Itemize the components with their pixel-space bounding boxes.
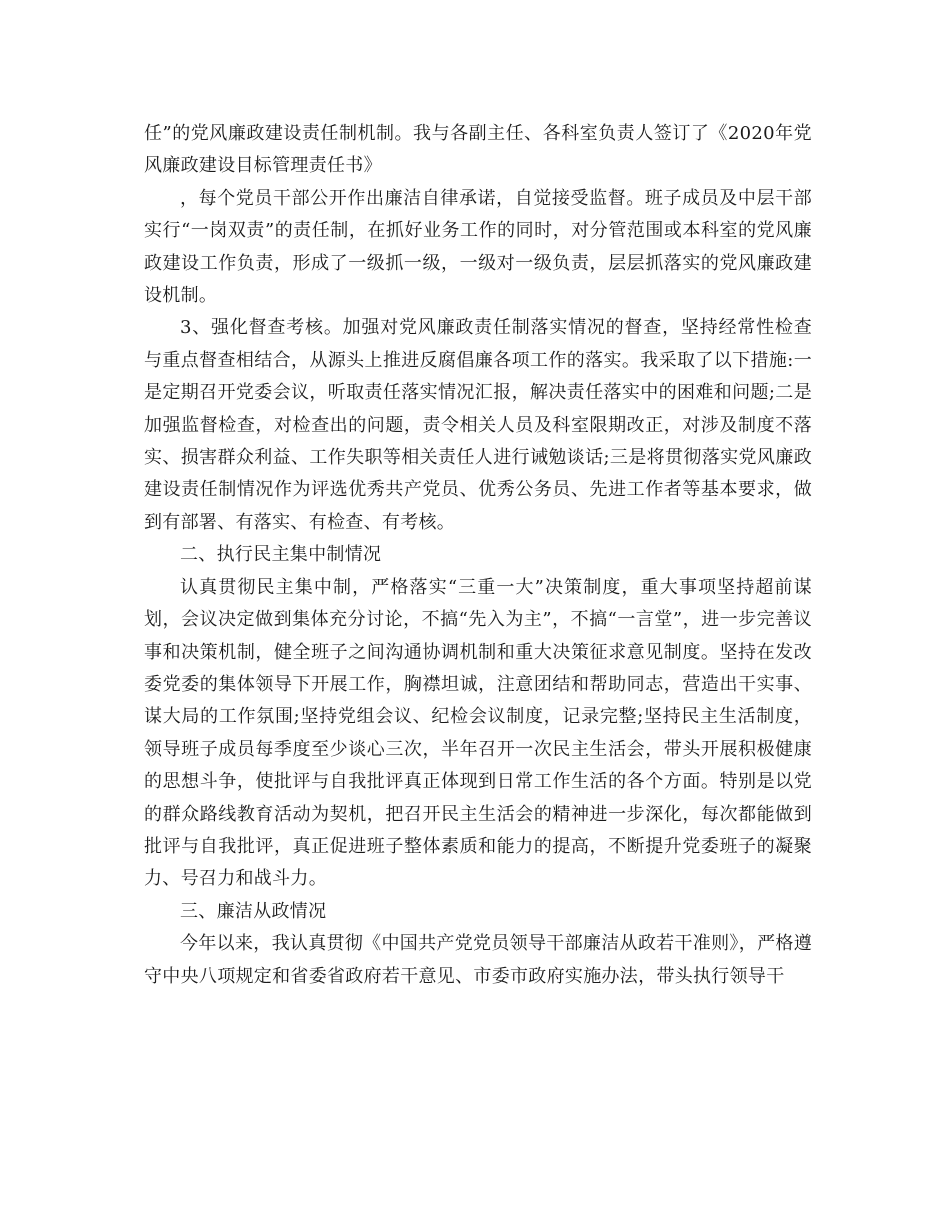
- section-heading-democratic-centralism: 二、执行民主集中制情况: [180, 544, 382, 566]
- paragraph-continuation: 任”的党风廉政建设责任制机制。我与各副主任、各科室负责人签订了《2020年党风廉政建设目标管理责任书》: [144, 123, 812, 177]
- paragraph-commitment: ，每个党员干部公开作出廉洁自律承诺，自觉接受监督。班子成员及中层干部实行“一岗双责”的责任制，在抓好业务工作的同时，对分管范围或本科室的党风廉政建设工作负责，形成了一级抓一级，一级对一级负责，层层抓落实的党风廉政建设机制。: [144, 187, 812, 307]
- paragraph-supervision: 3、强化督查考核。加强对党风廉政责任制落实情况的督查，坚持经常性检查与重点督查相结合，从源头上推进反腐倡廉各项工作的落实。我采取了以下措施:一是定期召开党委会议，听取责任落实情况汇报，解决责任落实中的困难和问题;二是加强监督检查，对检查出的问题，责令相关人员及科室限期改正，对涉及制度不落实、损害群众利益、工作失职等相关责任人进行诫勉谈话;三是将贯彻落实党风廉政建设责任制情况作为评选优秀共产党员、优秀公务员、先进工作者等基本要求，做到有部署、有落实、有检查、有考核。: [144, 317, 812, 533]
- document-body: [144, 118, 812, 993]
- paragraph-integrity: 今年以来，我认真贯彻《中国共产党党员领导干部廉洁从政若干准则》，严格遵守中央八项规定和省委省政府若干意见、市委市政府实施办法，带头执行领导干: [144, 933, 812, 987]
- paragraph-democratic-centralism: 认真贯彻民主集中制，严格落实“三重一大”决策制度，重大事项坚持超前谋划，会议决定做到集体充分讨论，不搞“先入为主”，不搞“一言堂”，进一步完善议事和决策机制，健全班子之间沟通协调机制和重大决策征求意见制度。坚持在发改委党委的集体领导下开展工作，胸襟坦诚，注意团结和帮助同志，营造出干实事、谋大局的工作氛围;坚持党组会议、纪检会议制度，记录完整;坚持民主生活制度，领导班子成员每季度至少谈心三次，半年召开一次民主生活会，带头开展积极健康的思想斗争，使批评与自我批评真正体现到日常工作生活的各个方面。特别是以党的群众路线教育活动为契机，把召开民主生活会的精神进一步深化，每次都能做到批评与自我批评，真正促进班子整体素质和能力的提高，不断提升党委班子的凝聚力、号召力和战斗力。: [144, 576, 812, 890]
- section-heading-integrity: 三、廉洁从政情况: [180, 900, 327, 922]
